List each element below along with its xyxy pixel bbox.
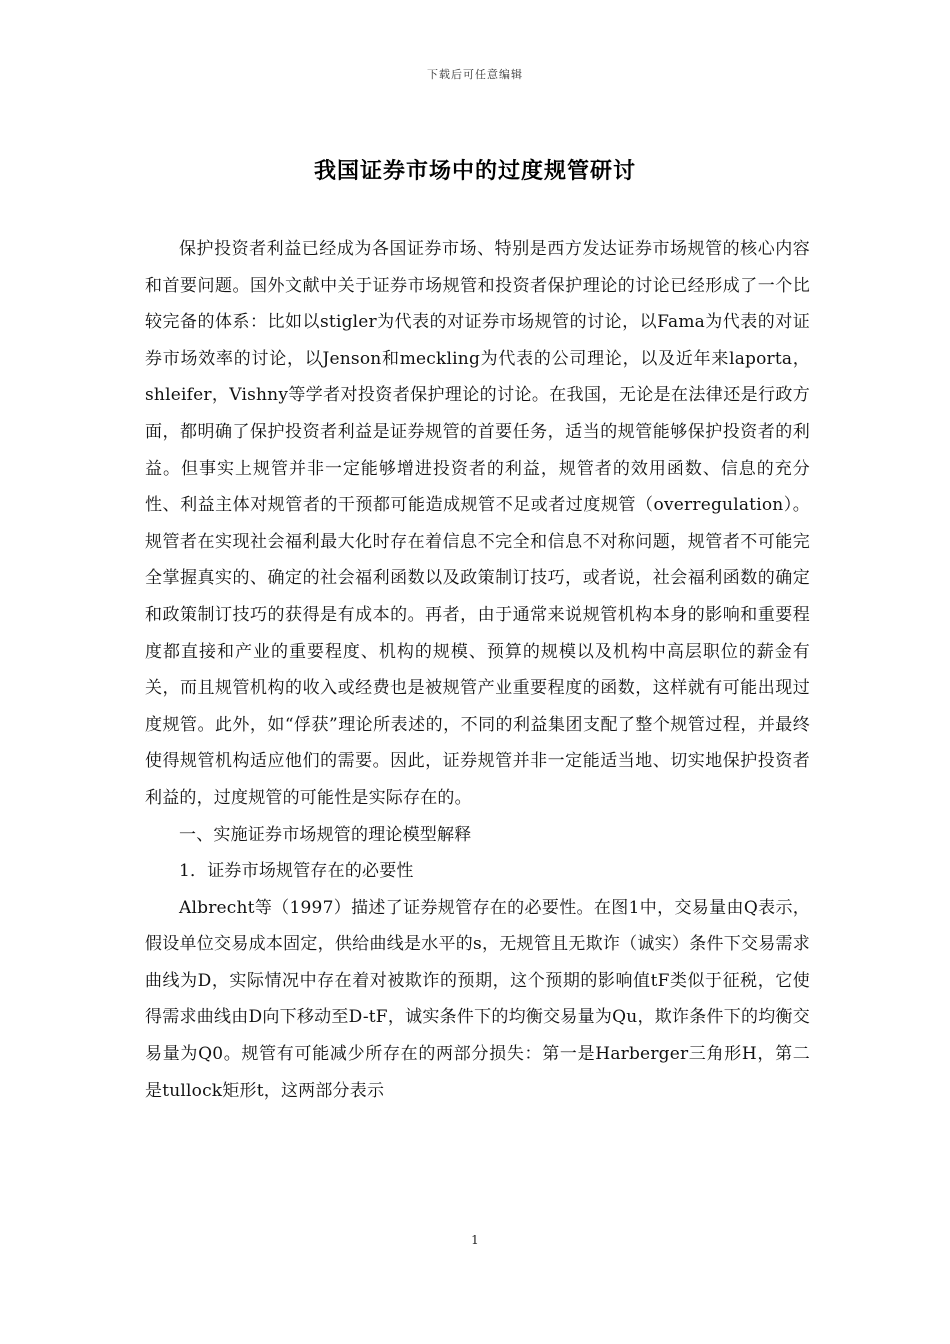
subsection-heading: 1．证券市场规管存在的必要性 bbox=[179, 861, 414, 882]
document-body bbox=[145, 231, 810, 1109]
body-paragraph: Albrecht等（1997）描述了证券规管存在的必要性。在图1中，交易量由Q表示，假设单位交易成本固定，供给曲线是水平的s，无规管且无欺诈（诚实）条件下交易需求曲线为D，实际情况中存在着对被欺诈的预期，这个预期的影响值tF类似于征税，它使得需求曲线由D向下移动至D-tF，诚实条件下的均衡交易量为Qu，欺诈条件下的均衡交易量为Q0。规管有可能减少所存在的两部分损失：第一是Harberger三角形H，第二是tullock矩形t，这两部分表示 bbox=[145, 897, 810, 1101]
intro-paragraph: 保护投资者利益已经成为各国证券市场、特别是西方发达证券市场规管的核心内容和首要问题。国外文献中关于证券市场规管和投资者保护理论的讨论已经形成了一个比较完备的体系：比如以stigler为代表的对证券市场规管的讨论，以Fama为代表的对证券市场效率的讨论，以Jenson和meckling为代表的公司理论，以及近年来laporta，shleifer，Vishny等学者对投资者保护理论的讨论。在我国，无论是在法律还是行政方面，都明确了保护投资者利益是证券规管的首要任务，适当的规管能够保护投资者的利益。但事实上规管并非一定能够增进投资者的利益，规管者的效用函数、信息的充分性、利益主体对规管者的干预都可能造成规管不足或者过度规管（overregulation）。规管者在实现社会福利最大化时存在着信息不完全和信息不对称问题，规管者不可能完全掌握真实的、确定的社会福利函数以及政策制订技巧，或者说，社会福利函数的确定和政策制订技巧的获得是有成本的。再者，由于通常来说规管机构本身的影响和重要程度都直接和产业的重要程度、机构的规模、预算的规模以及机构中高层职位的薪金有关，而且规管机构的收入或经费也是被规管产业重要程度的函数，这样就有可能出现过度规管。此外，如“俘获”理论所表述的，不同的利益集团支配了整个规管过程，并最终使得规管机构适应他们的需要。因此，证券规管并非一定能适当地、切实地保护投资者利益的，过度规管的可能性是实际存在的。 bbox=[145, 239, 810, 808]
section-heading: 一、实施证券市场规管的理论模型解释 bbox=[179, 824, 472, 845]
page-title: 我国证券市场中的过度规管研讨 bbox=[313, 158, 636, 184]
header-note: 下载后可任意编辑 bbox=[427, 68, 523, 81]
page-number: 1 bbox=[471, 1233, 479, 1247]
